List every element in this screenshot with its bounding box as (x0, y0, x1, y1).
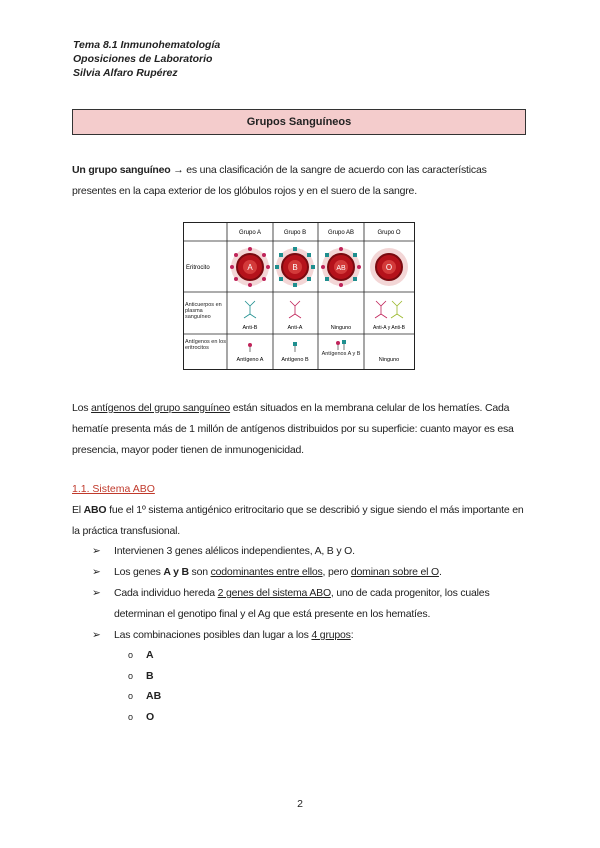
abo-paragraph (72, 500, 530, 542)
abo-bullet-list (92, 541, 532, 646)
antigens-pre: Los (72, 402, 92, 414)
section-heading: 1.1. Sistema ABO (72, 483, 155, 495)
arrow-bullet-icon: ➢ (92, 545, 101, 557)
arrow-bullet-icon: ➢ (92, 587, 101, 599)
bullet-underline: 2 genes del sistema ABO (217, 587, 331, 599)
blood-groups-list (128, 645, 161, 727)
antibody-label-ab: Ninguno (330, 325, 352, 331)
page-number: 2 (297, 798, 303, 810)
antigen-label-ab: Antígenos A y B (321, 351, 361, 357)
list-item (128, 707, 161, 728)
bullet-text: Intervienen 3 genes alélicos independientes, A, B y O. (114, 545, 355, 557)
bullet-underline: 4 grupos (311, 629, 351, 641)
bullet-underline: dominan sobre el O (350, 566, 439, 578)
antibody-label-b: Anti-A (287, 325, 303, 331)
bullet-text: , pero (322, 566, 351, 578)
group-label: B (146, 669, 154, 682)
cell-letter-b: B (292, 263, 298, 272)
cell-letter-o: O (385, 263, 393, 272)
bullet-text: . (438, 566, 442, 578)
bullet-text: : (350, 629, 354, 641)
antigens-paragraph (72, 398, 530, 461)
row-header-antigens-wrap (185, 339, 227, 367)
list-item (128, 645, 161, 666)
antibody-label-o: Anti-A y Anti-B (373, 325, 405, 331)
list-item (128, 666, 161, 687)
list-item (92, 562, 532, 583)
intro-paragraph (72, 160, 530, 202)
abo-post: fue el 1º sistema antigénico eritrocitario que se describió y sigue siendo el más importante en la práctica transfusional. (72, 504, 524, 537)
bullet-text: , uno de cada progenitor, los cuales determinan el genotipo final y el Ag que está presente en los hematíes. (114, 587, 490, 620)
cell-group-ab (321, 247, 361, 287)
abo-bold: ABO (83, 504, 107, 516)
list-item (128, 686, 161, 707)
cell-group-a (230, 247, 270, 287)
intro-arrow: → (170, 164, 187, 176)
col-header-a: Grupo A (238, 230, 262, 236)
document-header (73, 38, 220, 80)
list-item (92, 625, 532, 646)
intro-text: es una clasificación de la sangre de acuerdo con las características presentes en la capa exterior de los glóbulos rojos y en el suero de la sangre. (72, 164, 487, 197)
cell-group-b (275, 247, 315, 287)
bullet-underline: codominantes entre ellos (210, 566, 323, 578)
header-course: Oposiciones de Laboratorio (73, 53, 213, 65)
circle-bullet-icon: o (128, 650, 134, 660)
cell-letter-ab: AB (336, 265, 346, 272)
antigens-link: antígenos del grupo sanguíneo (91, 402, 231, 414)
col-header-ab: Grupo AB (327, 230, 355, 236)
circle-bullet-icon: o (128, 711, 134, 722)
circle-bullet-icon: o (128, 670, 134, 681)
antigen-label-ab-wrap (319, 351, 363, 369)
antibody-label-a: Anti-B (242, 325, 258, 331)
antigen-label-o: Ninguno (378, 357, 400, 363)
list-item (92, 583, 532, 625)
abo-pre: El (72, 504, 84, 516)
col-header-b: Grupo B (283, 230, 307, 236)
cell-group-o (370, 248, 408, 286)
row-header-antibodies-wrap (185, 302, 227, 330)
intro-term: Un grupo sanguíneo (72, 164, 171, 176)
abo-figure (183, 222, 415, 370)
abo-table-svg (183, 222, 415, 370)
header-author: Silvia Alfaro Rupérez (73, 67, 178, 79)
row-header-antigens: Antígenos en los eritrocitos (185, 339, 226, 351)
arrow-bullet-icon: ➢ (92, 566, 101, 578)
group-label: O (146, 710, 155, 723)
bullet-bold: A y B (163, 566, 189, 578)
bullet-text: Los genes (114, 566, 164, 578)
bullet-text: Las combinaciones posibles dan lugar a los (114, 629, 312, 641)
row-header-antibodies: Anticuerpos en plasma sanguíneo (185, 302, 222, 320)
group-label: A (146, 649, 154, 661)
cell-letter-a: A (247, 263, 253, 272)
list-item (92, 541, 532, 562)
page-title: Grupos Sanguíneos (72, 109, 526, 135)
antigens-post: están situados en la membrana celular de los hematíes. Cada hematíe presenta más de 1 millón de antígenos distribuidos por su superficie: cuanto mayor es esa presencia, mayor poder tienen de inmunogenicidad. (72, 402, 514, 456)
antigen-label-b: Antígeno B (281, 357, 309, 363)
circle-bullet-icon: o (128, 691, 134, 701)
header-topic: Tema 8.1 Inmunohematología (73, 39, 221, 51)
bullet-text: son (188, 566, 211, 578)
row-header-erythrocyte: Eritrocito (186, 265, 210, 271)
col-header-o: Grupo O (377, 230, 401, 236)
antigen-label-a: Antígeno A (236, 357, 264, 363)
group-label: AB (146, 690, 162, 702)
arrow-bullet-icon: ➢ (92, 629, 101, 641)
bullet-text: Cada individuo hereda (114, 587, 218, 599)
